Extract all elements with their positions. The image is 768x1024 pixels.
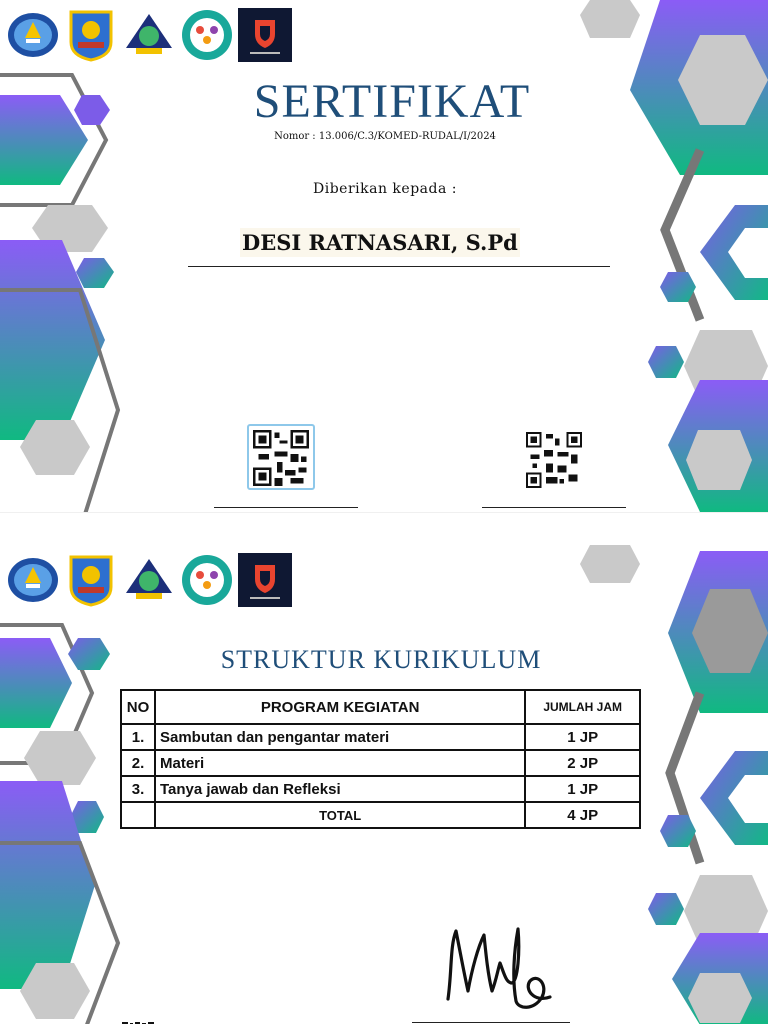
row-program: Materi [155, 750, 525, 776]
recipient-name: DESI RATNASARI, S.Pd [242, 230, 518, 255]
table-total-row [121, 802, 640, 828]
certificate-title: SERTIFIKAT [253, 75, 531, 128]
header-hours: JUMLAH JAM [525, 690, 640, 724]
row-program: Tanya jawab dan Refleksi [155, 776, 525, 802]
name-underline [188, 266, 610, 267]
pgri-community-logo [180, 553, 234, 607]
row-number: 1. [121, 724, 155, 750]
handwritten-signature [438, 911, 558, 1015]
signature-line-left [214, 507, 358, 508]
qr-code-right [526, 432, 582, 488]
education-institute-logo [122, 553, 176, 607]
signature-line [412, 1022, 570, 1023]
pgri-community-logo [180, 8, 234, 62]
komunitas-media-shield-logo [238, 553, 292, 607]
row-number: 2. [121, 750, 155, 776]
tut-wuri-handayani-logo [6, 8, 60, 62]
header-program: PROGRAM KEGIATAN [155, 690, 525, 724]
row-hours: 1 JP [525, 724, 640, 750]
signature-line-right [482, 507, 626, 508]
curriculum-page [0, 512, 768, 1024]
logo-row [6, 553, 292, 607]
curriculum-title: STRUKTUR KURIKULUM [220, 645, 542, 674]
qr-code-left [253, 430, 309, 486]
table-header-row [121, 690, 640, 724]
row-hours: 1 JP [525, 776, 640, 802]
table-row [121, 724, 640, 750]
qr-code-bottom [120, 1019, 170, 1024]
logo-row [6, 8, 292, 62]
row-number: 3. [121, 776, 155, 802]
certificate-number: Nomor : 13.006/C.3/KOMED-RUDAL/I/2024 [274, 131, 496, 142]
table-row [121, 776, 640, 802]
total-label: TOTAL [155, 802, 525, 828]
total-hours: 4 JP [525, 802, 640, 828]
total-empty-cell [121, 802, 155, 828]
education-institute-logo [122, 8, 176, 62]
tut-wuri-handayani-logo [6, 553, 60, 607]
given-to-label: Diberikan kepada : [313, 181, 457, 197]
regional-government-crest-logo [64, 553, 118, 607]
curriculum-table [120, 689, 641, 829]
komunitas-media-shield-logo [238, 8, 292, 62]
header-no: NO [121, 690, 155, 724]
regional-government-crest-logo [64, 8, 118, 62]
table-row [121, 750, 640, 776]
row-hours: 2 JP [525, 750, 640, 776]
row-program: Sambutan dan pengantar materi [155, 724, 525, 750]
